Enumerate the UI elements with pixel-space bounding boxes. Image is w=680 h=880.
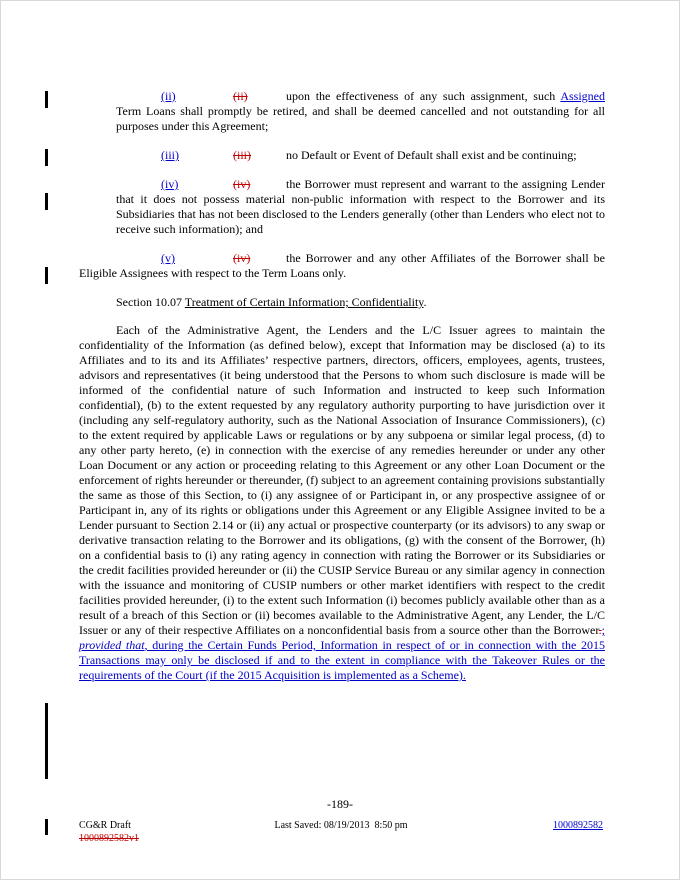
- clause-iii: [79, 148, 605, 163]
- clause-iii-new-number: (iii): [161, 148, 179, 162]
- deleted-doc-id: 1000892582v1: [79, 833, 139, 844]
- clause-iii-text: no Default or Event of Default shall exist and be continuing;: [286, 148, 577, 162]
- inserted-proviso-lead: ;: [601, 623, 605, 637]
- page-number: -189-: [327, 797, 353, 811]
- document-content: [79, 89, 605, 683]
- clause-ii: [116, 89, 605, 134]
- clause-ii-old-number-cell: [233, 89, 286, 104]
- change-bar: [45, 267, 48, 284]
- clause-iii-old-number-cell: [233, 148, 286, 163]
- clause-iv-old-number: (iv): [233, 177, 251, 191]
- clause-iv-number-cell: [116, 177, 233, 192]
- change-bar: [45, 193, 48, 210]
- clause-v-old-number-cell: [233, 251, 286, 266]
- clause-v: [79, 251, 605, 281]
- clause-v-new-number: (v): [161, 251, 175, 265]
- change-bar: [45, 91, 48, 108]
- clause-ii-number-cell: [116, 89, 233, 104]
- clause-iii-number-cell: [79, 148, 233, 163]
- section-number: Section 10.07: [116, 295, 182, 309]
- clause-ii-text-pre: upon the effectiveness of any such assignment, such: [286, 89, 561, 103]
- section-title: Treatment of Certain Information; Confidentiality: [184, 295, 424, 309]
- confidentiality-paragraph: [79, 323, 605, 683]
- last-saved-stamp: Last Saved: 08/19/2013 8:50 pm: [274, 820, 408, 831]
- section-heading: [79, 295, 605, 310]
- clause-iii-old-number: (iii): [233, 148, 251, 162]
- draft-label: CG&R Draft: [79, 820, 131, 831]
- clause-v-old-number: (iv): [233, 251, 251, 265]
- change-bar: [45, 819, 48, 835]
- clause-iv: [116, 177, 605, 237]
- inserted-proviso-text: , during the Certain Funds Period, Information in respect of or in connection with the 2015 Transactions may only be disclosed if and to the extent in compliance with the Takeover Rules or the requirements of the Court (if the 2015 Acquisition is implemented as a Scheme).: [79, 638, 605, 682]
- page-footer: [79, 819, 603, 853]
- inserted-proviso-italic: provided that: [79, 638, 145, 652]
- clause-v-number-cell: [79, 251, 233, 266]
- clause-iv-old-number-cell: [233, 177, 286, 192]
- clause-iv-new-number: (iv): [161, 177, 179, 191]
- change-bar: [45, 703, 48, 779]
- section-heading-period: .: [423, 295, 427, 309]
- deleted-period: .: [598, 623, 602, 637]
- clause-iv-text: the Borrower must represent and warrant to the assigning Lender that it does not possess material non-public information with respect to the Borrower and its Subsidiaries that has not been disclosed to the Lenders generally (other than Lenders who elect not to receive such information); and: [116, 177, 605, 236]
- confidentiality-body-text: Each of the Administrative Agent, the Lenders and the L/C Issuer agrees to maintain the confidentiality of the Information (as defined below), except that Information may be disclosed (a) to its Affiliates and to its and its Affiliates’ respective partners, directors, officers, employees, agents, trustees, advisors and representatives (it being understood that the Persons to whom such disclosure is made will be informed of the confidential nature of such Information and instructed to keep such Information confidential), (b) to the extent requested by any regulatory authority purporting to have jurisdiction over it (including any self-regulatory authority, such as the National Association of Insurance Commissioners), (c) to the extent required by applicable Laws or regulations or by any subpoena or similar legal process, (d) to any other party hereto, (e) in connection with the exercise of any remedies hereunder or under any other Loan Document or any action or proceeding relating to this Agreement or any other Loan Document or the enforcement of rights hereunder or thereunder, (f) subject to an agreement containing provisions substantially the same as those of this Section, to (i) any assignee of or Participant in, or any prospective assignee of or Participant in, any of its rights or obligations under this Agreement or any Eligible Assignee invited to be a Lender pursuant to Section 2.14 or (ii) any actual or prospective counterparty (or its advisors) to any swap or derivative transaction relating to the Borrower and its obligations, (g) with the consent of the Borrower, (h) on a confidential basis to (i) any rating agency in connection with rating the Borrower or its Subsidiaries or the credit facilities provided hereunder or (ii) the CUSIP Service Bureau or any similar agency in connection with the issuance and monitoring of CUSIP numbers or other market identifiers with respect to the credit facilities provided hereunder, (i) to the extent such Information (i) becomes publicly available other than as a result of a breach of this Section or (ii) becomes available to the Administrative Agent, any Lender, the L/C Issuer or any of their respective Affiliates on a nonconfidential basis from a source other than the Borrower: [79, 323, 606, 637]
- clause-ii-old-number: (ii): [233, 89, 248, 103]
- clause-ii-new-number: (ii): [161, 89, 176, 103]
- clause-v-text: the Borrower and any other Affiliates of the Borrower shall be Eligible Assignees with respect to the Term Loans only.: [79, 251, 605, 280]
- doc-id-link[interactable]: 1000892582: [553, 820, 603, 831]
- clause-ii-inserted-word: Assigned: [560, 89, 605, 103]
- change-bar: [45, 149, 48, 166]
- clause-ii-text-post: Term Loans shall promptly be retired, and shall be deemed cancelled and not outstanding for all purposes under this Agreement;: [116, 104, 605, 133]
